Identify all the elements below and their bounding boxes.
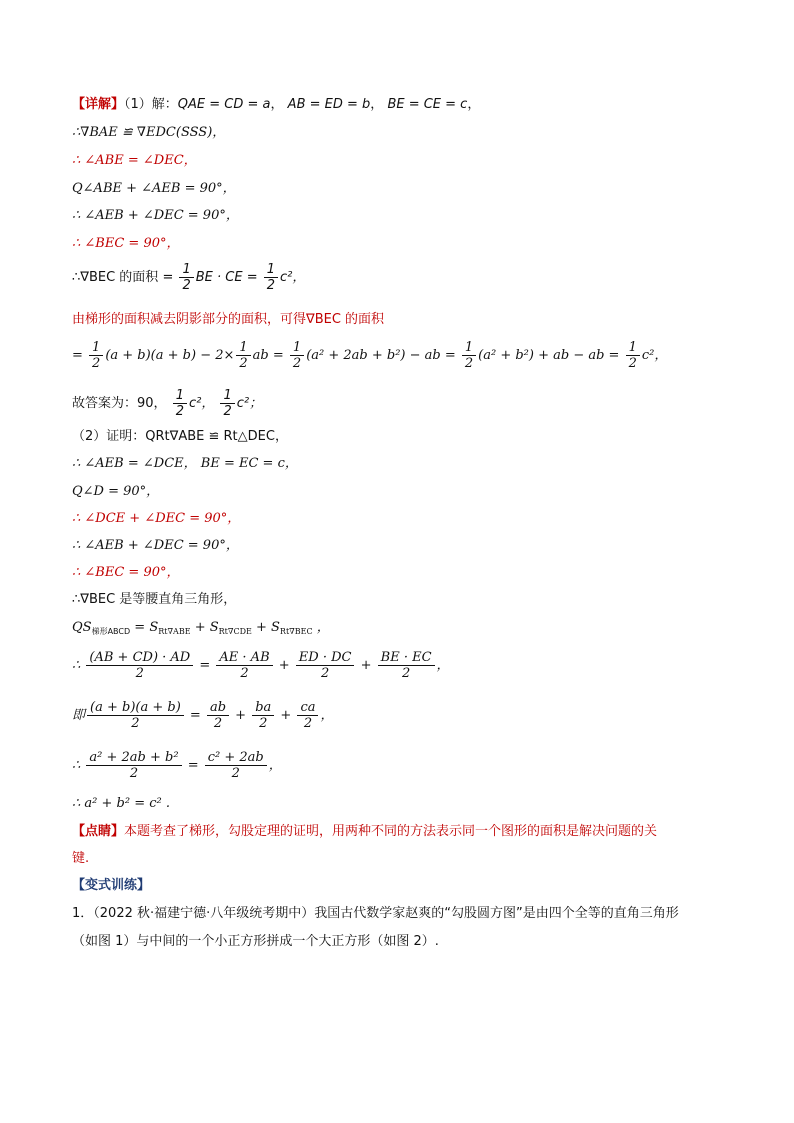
proof-line-5: ∴ ∠AEB + ∠DEC = 90°， — [72, 538, 239, 553]
solution-line-2: ∴∇BAE ≌ ∇EDC(SSS)， — [72, 125, 226, 140]
solution-line-4: Q∠ABE + ∠AEB = 90°， — [72, 181, 236, 196]
solution-line-8: 由梯形的面积减去阴影部分的面积，可得∇BEC 的面积 — [72, 312, 385, 327]
solution-line-9: = $\frac{1}{2}$ (a + b)(a + b) − 2× $\frac{1}{2}$ ab = $\frac{1}{2}$ (a² + 2ab + b²) − ab = $\frac{1}{2}$ (a² + b²) + ab − ab = $\frac{1}{2}$ c²， — [72, 340, 668, 371]
exercise-question-line-2: （如图 1）与中间的一个小正方形拼成一个大正方形（如图 2）. — [72, 934, 439, 949]
solution-line-7: ∴∇BEC 的面积 = $\frac{1}{2}$ BE · CE = $\frac{1}{2}$ c²， — [72, 262, 306, 293]
proof-line-11: ∴ $\frac{\text{a² + 2ab + b²}}{2}$ = $\frac{\text{c² + 2ab}}{2}$ ， — [72, 750, 282, 781]
proof-line-10: 即 $\frac{(a + b)(a + b)}{2}$ = $\frac{ab}{2}$ + $\frac{ba}{2}$ + $\frac{ca}{2}$ ， — [72, 700, 334, 731]
proof-line-2: ∴ ∠AEB = ∠DCE， BE = EC = c， — [72, 456, 298, 471]
solution-line-3: ∴ ∠ABE = ∠DEC， — [72, 153, 197, 168]
solution-line-6: ∴ ∠BEC = 90°， — [72, 236, 180, 251]
proof-line-1: （2）证明：QRt∇ABE ≌ Rt△DEC， — [72, 429, 288, 444]
proof-line-6: ∴ ∠BEC = 90°， — [72, 565, 180, 580]
fraction: $\frac{1}{2}$ — [264, 262, 278, 293]
proof-line-9: ∴ $\frac{(AB + CD) \cdot AD}{2}$ = $\frac{AE \cdot AB}{2}$ + $\frac{ED \cdot DC}{2}$ + $\frac{BE \cdot EC}{2}$ ， — [72, 650, 450, 681]
comment-label: 【点睛】 — [72, 824, 125, 839]
proof-conclusion: ∴ a² + b² = c² . — [72, 796, 170, 811]
proof-line-4: ∴ ∠DCE + ∠DEC = 90°， — [72, 511, 241, 526]
solution-line-1: 【详解】（1）解：QAE = CD = a， AB = ED = b， BE = CE = c， — [72, 97, 481, 112]
comment-line-1: 【点睛】本题考查了梯形，勾股定理的证明，用两种不同的方法表示同一个图形的面积是解决问题的关 — [72, 824, 658, 839]
exercise-heading: 【变式训练】 — [72, 878, 151, 893]
detail-label: 【详解】 — [72, 97, 125, 112]
fraction: $\frac{1}{2}$ — [179, 262, 193, 293]
exercise-question-line-1: 1．（2022 秋·福建宁德·八年级统考期中）我国古代数学家赵爽的“勾股圆方图”是由四个全等的直角三角形 — [72, 906, 679, 921]
proof-line-8: $QS_{梯形ABCD} = S_{Rt\nabla ABE} + S_{Rt\nabla CDE} + S_{Rt\nabla BEC}$ ， — [72, 620, 330, 636]
answer-line: 故答案为：90， $\frac{1}{2}$ c²， $\frac{1}{2}$ c²； — [72, 388, 263, 419]
proof-line-3: Q∠D = 90°， — [72, 484, 160, 499]
solution-line-5: ∴ ∠AEB + ∠DEC = 90°， — [72, 208, 239, 223]
proof-line-7: ∴∇BEC 是等腰直角三角形， — [72, 592, 237, 607]
comment-line-2: 键. — [72, 851, 90, 866]
